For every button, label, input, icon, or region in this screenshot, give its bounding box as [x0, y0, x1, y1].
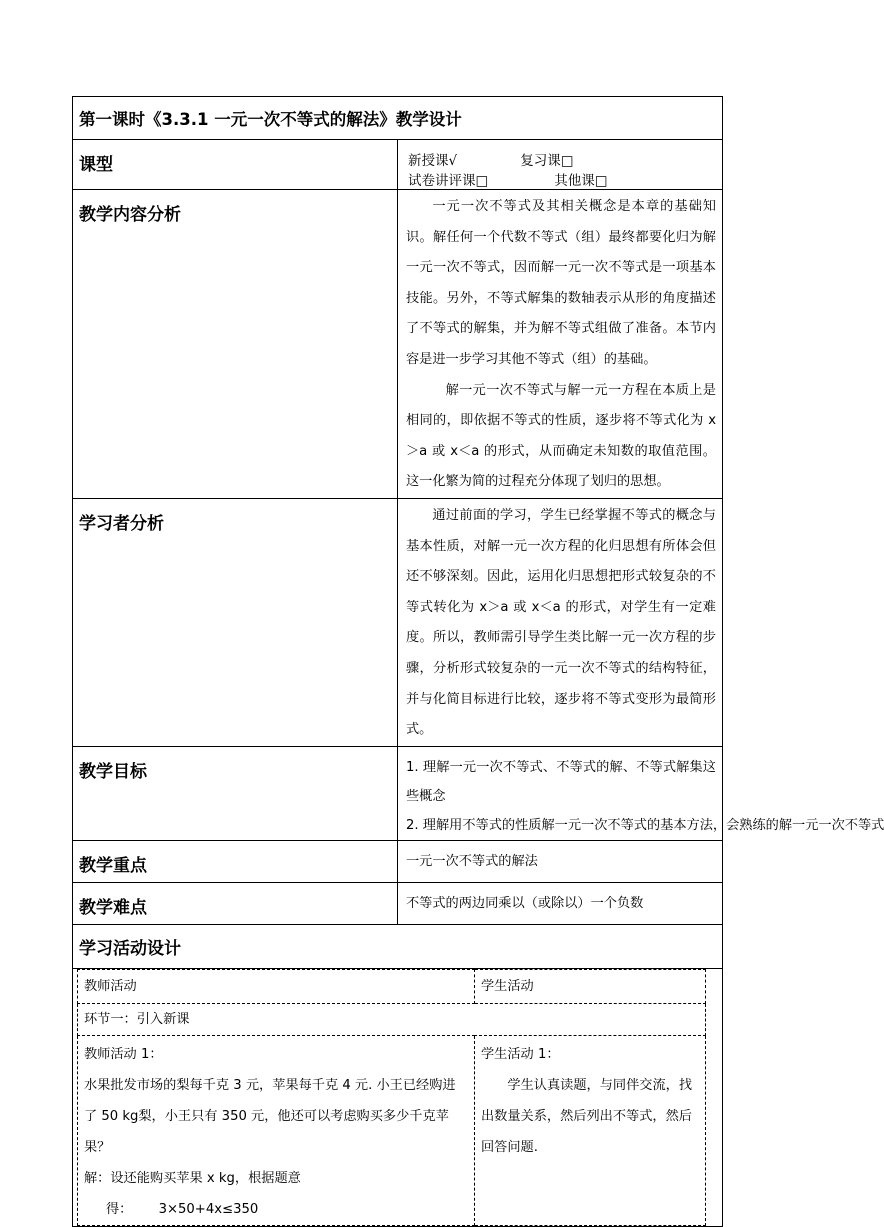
teacher-activity-1-title: 教师活动 1： — [84, 1046, 163, 1062]
lesson-type-option-other: 其他课□ — [554, 173, 608, 189]
key-point-label: 教学重点 — [73, 840, 398, 882]
objective-item-1: 1. 理解一元一次不等式、不等式的解、不等式解集这些概念 — [406, 759, 716, 804]
content-analysis-cell — [398, 190, 723, 499]
teacher-activity-1-solution: 解：设还能购买苹果 x kg，根据题意 — [84, 1170, 301, 1186]
content-analysis-label: 教学内容分析 — [73, 190, 398, 499]
activity-table — [77, 969, 706, 1226]
inequality-label: 得： — [106, 1201, 133, 1217]
objectives-cell — [398, 746, 884, 840]
objectives-label: 教学目标 — [73, 746, 398, 840]
teacher-activity-1-inequality — [84, 1194, 468, 1225]
learner-analysis-label: 学习者分析 — [73, 498, 398, 746]
teacher-activity-header: 教师活动 — [78, 969, 475, 1003]
activity-design-title: 学习活动设计 — [73, 924, 723, 968]
lesson-type-option-review: 复习课□ — [520, 153, 574, 169]
student-activity-1-text: 学生认真读题，与同伴交流，找出数量关系，然后列出不等式，然后回答问题. — [481, 1077, 693, 1155]
lesson-plan-table — [72, 96, 884, 1227]
objective-item-2: 2. 理解用不等式的性质解一元一次不等式的基本方法，会熟练的解一元一次不等式 — [406, 817, 884, 833]
student-activity-1 — [475, 1035, 706, 1225]
lesson-type-label: 课型 — [73, 140, 398, 190]
content-analysis-para2: 解一元一次不等式与解一元一方程在本质上是相同的，即依据不等式的性质，逐步将不等式化为 x＞a 或 x＜a 的形式，从而确定未知数的取值范围。这一化繁为简的过程充分体现了划归的思想。 — [406, 382, 716, 490]
activity-design-cell — [73, 968, 723, 1226]
student-activity-1-title: 学生活动 1： — [481, 1046, 560, 1062]
difficulty-label: 教学难点 — [73, 882, 398, 924]
content-analysis-para1: 一元一次不等式及其相关概念是本章的基础知识。解任何一个代数不等式（组）最终都要化归为解一元一次不等式，因而解一元一次不等式是一项基本技能。另外，不等式解集的数轴表示从形的角度描述了不等式的解集，并为解不等式组做了准备。本节内容是进一步学习其他不等式（组）的基础。 — [406, 199, 716, 367]
lesson-type-option-new: 新授课√ — [408, 153, 458, 169]
learner-analysis-text: 通过前面的学习，学生已经掌握不等式的概念与基本性质，对解一元一次方程的化归思想有所体会但还不够深刻。因此，运用化归思想把形式较复杂的不等式转化为 x＞a 或 x＜a 的形式，对学生有一定难度。所以，教师需引导学生类比解一元一次方程的步骤，分析形式较复杂的一元一次不等式的结构特征，并与化简目标进行比较，逐步将不等式变形为最简形式。 — [398, 498, 723, 746]
student-activity-header: 学生活动 — [475, 969, 706, 1003]
teacher-activity-1-problem: 水果批发市场的梨每千克 3 元，苹果每千克 4 元. 小王已经购进了 50 kg梨，小王只有 350 元，他还可以考虑购买多少千克苹果？ — [84, 1077, 456, 1155]
inequality-expression: 3×50+4x≤350 — [158, 1201, 259, 1217]
stage-one-label: 环节一：引入新课 — [78, 1003, 706, 1035]
document-title: 第一课时《3.3.1 一元一次不等式的解法》教学设计 — [73, 97, 723, 140]
key-point-text: 一元一次不等式的解法 — [398, 840, 723, 882]
lesson-type-option-exam-review: 试卷讲评课□ — [408, 173, 489, 189]
lesson-plan-page — [72, 96, 884, 1227]
difficulty-text: 不等式的两边同乘以（或除以）一个负数 — [398, 882, 723, 924]
lesson-type-options — [398, 140, 723, 190]
teacher-activity-1 — [78, 1035, 475, 1225]
